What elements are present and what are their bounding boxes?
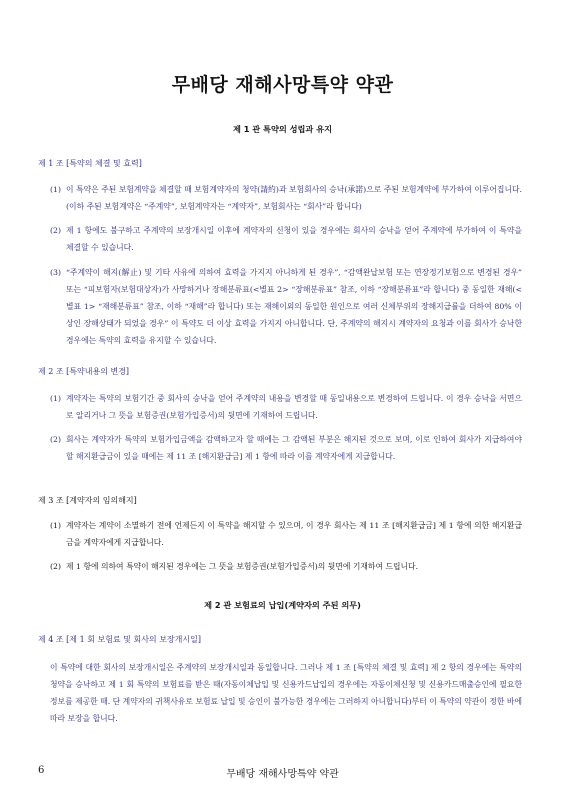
- article-4-text: 이 특약에 대한 회사의 보장개시일은 주계약의 보장개시일과 동일합니다. 그러나 제 1 조 [특약의 체결 및 효력] 제 2 항의 경우에는 특약의 청약을 승낙하고 제 1 회 특약의 보험료를 받은 때(자동이체납입 및 신용카드납입의 경우에는 자동이체신청 및 신용카드매출승인에 필요한 정보를 제공한 때. 단 계약자의 귀책사유로 보험료 납입 및 승인이 불가능한 경우에는 그러하지 아니합니다)부터 이 특약의 약관이 정한 바에 따라 보장을 합니다.: [50, 663, 522, 723]
- paragraph-text: 계약자는 계약이 소멸하기 전에 언제든지 이 특약을 해지할 수 있으며, 이 경우 회사는 제 11 조 [해지환급금] 제 1 항에 의한 해지환급금을 계약자에게 지급합니다.: [66, 521, 522, 547]
- article-4-heading: 제 4 조 [제 1 회 보험료 및 회사의 보장개시일]: [38, 635, 201, 644]
- chapter-heading-2: 제 2 관 보험료의 납입(계약자의 주된 의무): [204, 600, 361, 610]
- document-title: 무배당 재해사망특약 약관: [171, 74, 394, 96]
- paragraph-number: (2): [50, 435, 62, 444]
- paragraph-text: “주계약이 해지(解止) 및 기타 사유에 의하여 효력을 가지지 아니하게 된 경우”, “감액완납보험 또는 연장정기보험으로 변경된 경우” 또는 “피보험자(보험대상자)가 사망하거나 장해분류표(<별표 2> “장해분류표” 참조, 이하 “장해분류표”라 합니다) 중 동일한 재해(<별표 1> “재해분류표” 참조, 이하 “재해”라 합니다) 또는 재해이외의 동일한 원인으로 여러 신체부위의 장해지급률을 더하여 80% 이상인 장해상태가 되었을 경우” 이 특약도 더 이상 효력을 가지지 아니합니다. 단, 주계약의 해지시 계약자의 요청과 이를 회사가 승낙한 경우에는 특약의 효력을 유지할 수 있습니다.: [66, 268, 522, 345]
- article-2-paragraph-1: [38, 390, 522, 424]
- paragraph-number: (1): [50, 521, 62, 530]
- paragraph-text: 회사는 계약자가 특약의 보험가입금액을 감액하고자 할 때에는 그 감액된 부분은 해지된 것으로 보며, 이로 인하여 회사가 지급하여야 할 해지환급금이 있을 때에는 제 11 조 [해지환급금] 제 1 항에 따라 이를 계약자에게 지급합니다.: [66, 435, 522, 461]
- paragraph-number: (1): [50, 394, 62, 403]
- paragraph-text: 이 특약은 주된 보험계약을 체결할 때 보험계약자의 청약(請約)과 보험회사의 승낙(承諾)으로 주된 보험계약에 부가하여 이루어집니다. (이하 주된 보험계약은 “주계약”, 보험계약자는 “계약자”, 보험회사는 “회사”라 합니다): [66, 185, 522, 211]
- article-1-paragraph-1: [38, 181, 522, 215]
- article-3-paragraph-1: [38, 517, 522, 551]
- article-1-paragraph-3: [38, 264, 522, 350]
- article-1-paragraph-2: [38, 222, 522, 256]
- paragraph-number: (2): [50, 226, 62, 235]
- page-number: 6: [38, 765, 45, 776]
- article-3-heading: 제 3 조 [계약자의 임의해지]: [38, 496, 137, 505]
- paragraph-number: (1): [50, 185, 62, 194]
- article-3-paragraph-2: [38, 558, 522, 575]
- paragraph-number: (3): [50, 268, 62, 277]
- chapter-heading-1: 제 1 관 특약의 성립과 유지: [232, 124, 333, 134]
- footer-title: 무배당 재해사망특약 약관: [226, 769, 339, 780]
- paragraph-number: (2): [50, 562, 62, 571]
- article-2-paragraph-2: [38, 431, 522, 483]
- paragraph-text: 계약자는 특약의 보험기간 중 회사의 승낙을 얻어 주계약의 내용을 변경할 때 동일내용으로 변경하여 드립니다. 이 경우 승낙을 서면으로 알리거나 그 뜻을 보험증권(보험가입증서)의 뒷면에 기재하여 드립니다.: [66, 394, 522, 420]
- article-1-heading: 제 1 조 [특약의 체결 및 효력]: [38, 159, 142, 168]
- article-2-heading: 제 2 조 [특약내용의 변경]: [38, 367, 130, 376]
- paragraph-text: 제 1 항에 의하여 특약이 해지된 경우에는 그 뜻을 보험증권(보험가입증서)의 뒷면에 기재하여 드립니다.: [66, 562, 419, 571]
- paragraph-text: 제 1 항에도 불구하고 주계약의 보장개시일 이후에 계약자의 신청이 있을 경우에는 회사의 승낙을 얻어 주계약에 부가하여 이 특약을 체결할 수 있습니다.: [66, 226, 522, 252]
